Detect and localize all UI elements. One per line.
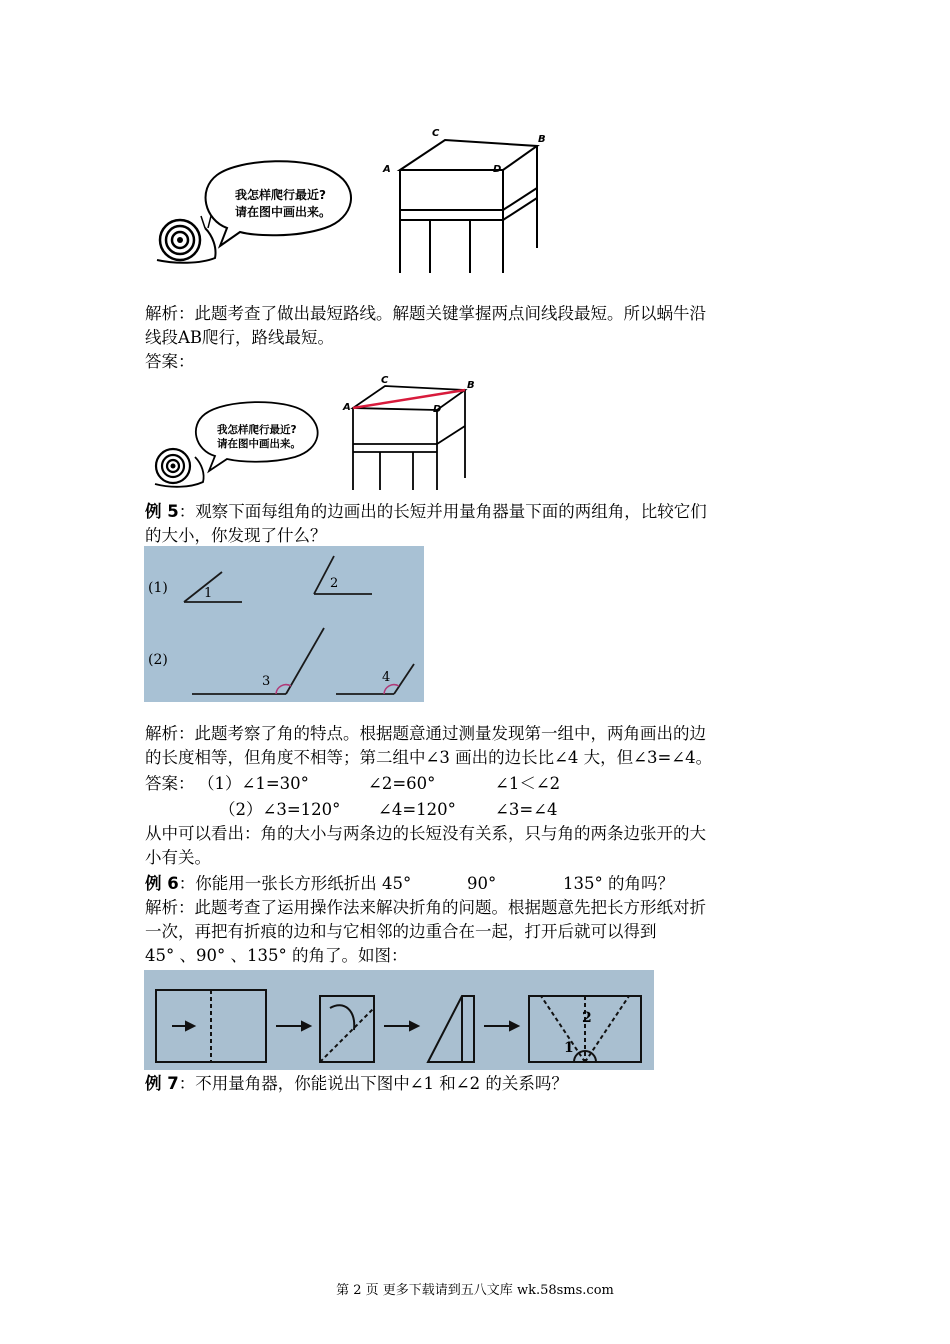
example7-text: ：不用量角器，你能说出下图中∠1 和∠2 的关系吗？ [178,1074,568,1093]
example5-text: ：观察下面每组角的边画出的长短并用量角器量下面的两组角，比较它们 [178,502,707,521]
folding-illustration [144,970,654,1070]
angle-label-3: 3 [262,674,271,689]
label-b: B [538,134,546,145]
figure-snail-table-answer [145,374,480,492]
angle-label-2: 2 [330,576,339,591]
ans5-r2-c1: （2）∠3=120° [219,800,341,819]
fold-label-1: 1 [564,1040,574,1056]
label-c: C [432,128,440,139]
snail-table-illustration [145,128,540,276]
example7-title: 例 7 [145,1074,179,1093]
example6-question [145,872,411,895]
conclusion-line1: 从中可以看出：角的大小与两条边的长短没有关系，只与角的两条边张开的大 [145,824,706,843]
table-drawing [400,140,537,273]
label2-b: B [467,380,475,391]
analysis1-line1: 解析：此题考查了做出最短路线。解题关键掌握两点间线段最短。所以蜗牛沿 [145,304,706,323]
fold-label-2: 2 [582,1010,592,1026]
bubble-line-2: 请在图中画出来。 [235,205,332,219]
bubble2-line-2: 请在图中画出来。 [217,438,301,450]
conclusion-line2: 小有关。 [145,848,211,867]
bubble-line-1: 我怎样爬行最近? [235,188,326,202]
analysis5-line1: 解析：此题考察了角的特点。根据题意通过测量发现第一组中，两角画出的边 [145,724,706,743]
analysis5-line2: 的长度相等，但角度不相等；第二组中∠3 画出的边长比∠4 大，但∠3=∠4。 [145,748,713,767]
angle-label-1: 1 [204,586,213,601]
page-footer: 第 2 页 更多下载请到五八文库 wk.58sms.com [336,1283,614,1298]
label-a: A [383,164,391,175]
ans5-r1-c3: ∠1＜∠2 [495,774,561,793]
example5-line2: 的大小，你发现了什么？ [145,526,327,545]
example6-line3: 45° 、90° 、135° 的角了。如图： [145,946,408,965]
figure-angles [144,546,424,702]
label-d: D [493,164,502,175]
angle-label-4: 4 [382,670,391,685]
row2-label: (2) [148,652,168,668]
row1-label: (1) [148,580,168,596]
example5-line1 [145,500,707,523]
answer-label-1: 答案： [145,352,195,371]
label2-d: D [433,404,442,415]
shortest-path-line [353,390,465,408]
snail-icon [157,216,216,263]
example5-title: 例 5 [145,502,179,521]
ans5-r1-c1: （1）∠1=30° [198,774,309,793]
example6-q-text: ：你能用一张长方形纸折出 45° [178,874,412,893]
snail-table-answer-illustration [145,374,480,492]
ans5-r2-c3: ∠3=∠4 [495,800,558,819]
figure-snail-table [145,128,546,276]
analysis1-line2: 线段AB爬行，路线最短。 [145,328,335,347]
example6-title: 例 6 [145,874,179,893]
figure-folding [144,970,654,1070]
label2-a: A [343,402,351,413]
example6-line1: 解析：此题考查了运用操作法来解决折角的问题。根据题意先把长方形纸对折 [145,898,706,917]
bubble2-line-1: 我怎样爬行最近? [217,424,297,436]
example7-line [145,1072,568,1095]
snail-icon-2 [155,449,204,487]
example6-q-90: 90° [467,874,497,893]
ans5-r2-c2: ∠4=120° [378,800,456,819]
example6-q-135: 135° 的角吗？ [563,874,674,893]
label2-c: C [381,375,389,386]
example6-line2: 一次，再把有折痕的边和与它相邻的边重合在一起，打开后就可以得到 [145,922,657,941]
ans5-r1-c2: ∠2=60° [368,774,436,793]
ans5-label: 答案： [145,774,195,793]
